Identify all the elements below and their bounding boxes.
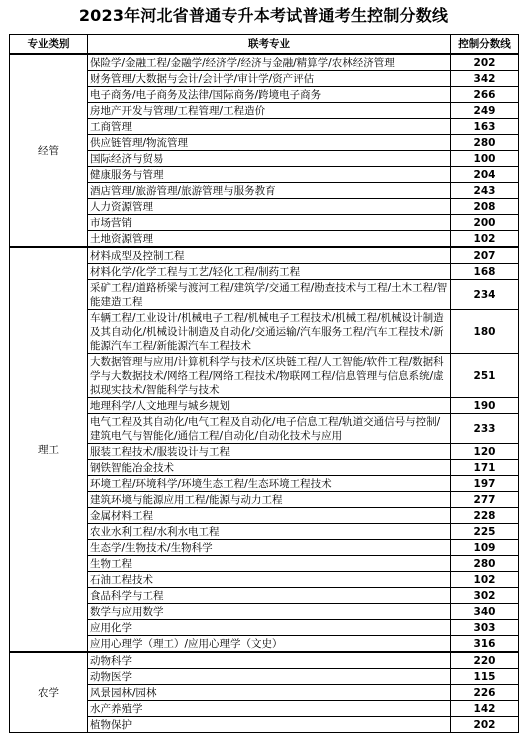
- major-cell: 应用心理学（理工）/应用心理学（文史）: [88, 636, 451, 653]
- table-row: [10, 54, 519, 71]
- major-cell: 钢铁智能冶金技术: [88, 460, 451, 476]
- major-cell: 食品科学与工程: [88, 588, 451, 604]
- major-cell: 材料化学/化学工程与工艺/轻化工程/制药工程: [88, 264, 451, 280]
- category-cell: 理工: [10, 247, 88, 652]
- score-cell: 303: [451, 620, 519, 636]
- major-cell: 水产养殖学: [88, 701, 451, 717]
- major-cell: 采矿工程/道路桥梁与渡河工程/建筑学/交通工程/勘查技术与工程/土木工程/智能建造工程: [88, 280, 451, 310]
- major-cell: 房地产开发与管理/工程管理/工程造价: [88, 103, 451, 119]
- score-cell: 302: [451, 588, 519, 604]
- header-major: 联考专业: [88, 35, 451, 55]
- score-cell: 251: [451, 354, 519, 398]
- score-cell: 207: [451, 247, 519, 264]
- score-cell: 280: [451, 556, 519, 572]
- score-cell: 190: [451, 398, 519, 414]
- major-cell: 环境工程/环境科学/环境生态工程/生态环境工程技术: [88, 476, 451, 492]
- page-title: 2023年河北省普通专升本考试普通考生控制分数线: [78, 6, 449, 25]
- major-cell: 生物工程: [88, 556, 451, 572]
- score-cell: 163: [451, 119, 519, 135]
- score-cell: 266: [451, 87, 519, 103]
- score-cell: 100: [451, 151, 519, 167]
- score-cell: 109: [451, 540, 519, 556]
- major-cell: 电气工程及其自动化/电气工程及自动化/电子信息工程/轨道交通信号与控制/建筑电气与智能化/通信工程/自动化/自动化技术与应用: [88, 414, 451, 444]
- major-cell: 动物医学: [88, 669, 451, 685]
- major-cell: 供应链管理/物流管理: [88, 135, 451, 151]
- score-cell: 115: [451, 669, 519, 685]
- major-cell: 农业水利工程/水利水电工程: [88, 524, 451, 540]
- score-cell: 342: [451, 71, 519, 87]
- score-cell: 202: [451, 54, 519, 71]
- major-cell: 健康服务与管理: [88, 167, 451, 183]
- major-cell: 人力资源管理: [88, 199, 451, 215]
- major-cell: 植物保护: [88, 717, 451, 733]
- major-cell: 地理科学/人文地理与城乡规划: [88, 398, 451, 414]
- table-row: [10, 652, 519, 669]
- score-cell: 340: [451, 604, 519, 620]
- score-cell: 226: [451, 685, 519, 701]
- major-cell: 保险学/金融工程/金融学/经济学/经济与金融/精算学/农林经济管理: [88, 54, 451, 71]
- score-cell: 202: [451, 717, 519, 733]
- score-cell: 142: [451, 701, 519, 717]
- score-cell: 234: [451, 280, 519, 310]
- major-cell: 土地资源管理: [88, 231, 451, 248]
- major-cell: 财务管理/大数据与会计/会计学/审计学/资产评估: [88, 71, 451, 87]
- major-cell: 车辆工程/工业设计/机械电子工程/机械电子工程技术/机械工程/机械设计制造及其自动化/机械设计制造及自动化/交通运输/汽车服务工程/汽车工程技术/新能源汽车工程/新能源汽车工程技术: [88, 310, 451, 354]
- score-cell: 168: [451, 264, 519, 280]
- major-cell: 材料成型及控制工程: [88, 247, 451, 264]
- score-cell: 120: [451, 444, 519, 460]
- header-category: 专业类别: [10, 35, 88, 55]
- major-cell: 风景园林/园林: [88, 685, 451, 701]
- major-cell: 服装工程技术/服装设计与工程: [88, 444, 451, 460]
- major-cell: 大数据管理与应用/计算机科学与技术/区块链工程/人工智能/软件工程/数据科学与大数据技术/网络工程/网络工程技术/物联网工程/信息管理与信息系统/虚拟现实技术/智能科学与技术: [88, 354, 451, 398]
- score-cell: 171: [451, 460, 519, 476]
- major-cell: 国际经济与贸易: [88, 151, 451, 167]
- score-cell: 233: [451, 414, 519, 444]
- score-table: [9, 34, 519, 733]
- major-cell: 电子商务/电子商务及法律/国际商务/跨境电子商务: [88, 87, 451, 103]
- score-cell: 220: [451, 652, 519, 669]
- table-header-row: [10, 35, 519, 55]
- category-cell: 农学: [10, 652, 88, 733]
- score-cell: 197: [451, 476, 519, 492]
- major-cell: 石油工程技术: [88, 572, 451, 588]
- score-cell: 225: [451, 524, 519, 540]
- major-cell: 酒店管理/旅游管理/旅游管理与服务教育: [88, 183, 451, 199]
- major-cell: 建筑环境与能源应用工程/能源与动力工程: [88, 492, 451, 508]
- major-cell: 金属材料工程: [88, 508, 451, 524]
- score-cell: 277: [451, 492, 519, 508]
- major-cell: 应用化学: [88, 620, 451, 636]
- score-cell: 102: [451, 572, 519, 588]
- score-cell: 316: [451, 636, 519, 653]
- score-cell: 102: [451, 231, 519, 248]
- category-cell: 经管: [10, 54, 88, 247]
- major-cell: 数学与应用数学: [88, 604, 451, 620]
- major-cell: 动物科学: [88, 652, 451, 669]
- table-row: [10, 247, 519, 264]
- score-cell: 243: [451, 183, 519, 199]
- major-cell: 工商管理: [88, 119, 451, 135]
- major-cell: 市场营销: [88, 215, 451, 231]
- score-cell: 208: [451, 199, 519, 215]
- score-cell: 200: [451, 215, 519, 231]
- score-cell: 280: [451, 135, 519, 151]
- header-score: 控制分数线: [451, 35, 519, 55]
- major-cell: 生态学/生物技术/生物科学: [88, 540, 451, 556]
- score-cell: 249: [451, 103, 519, 119]
- score-cell: 204: [451, 167, 519, 183]
- score-cell: 228: [451, 508, 519, 524]
- score-cell: 180: [451, 310, 519, 354]
